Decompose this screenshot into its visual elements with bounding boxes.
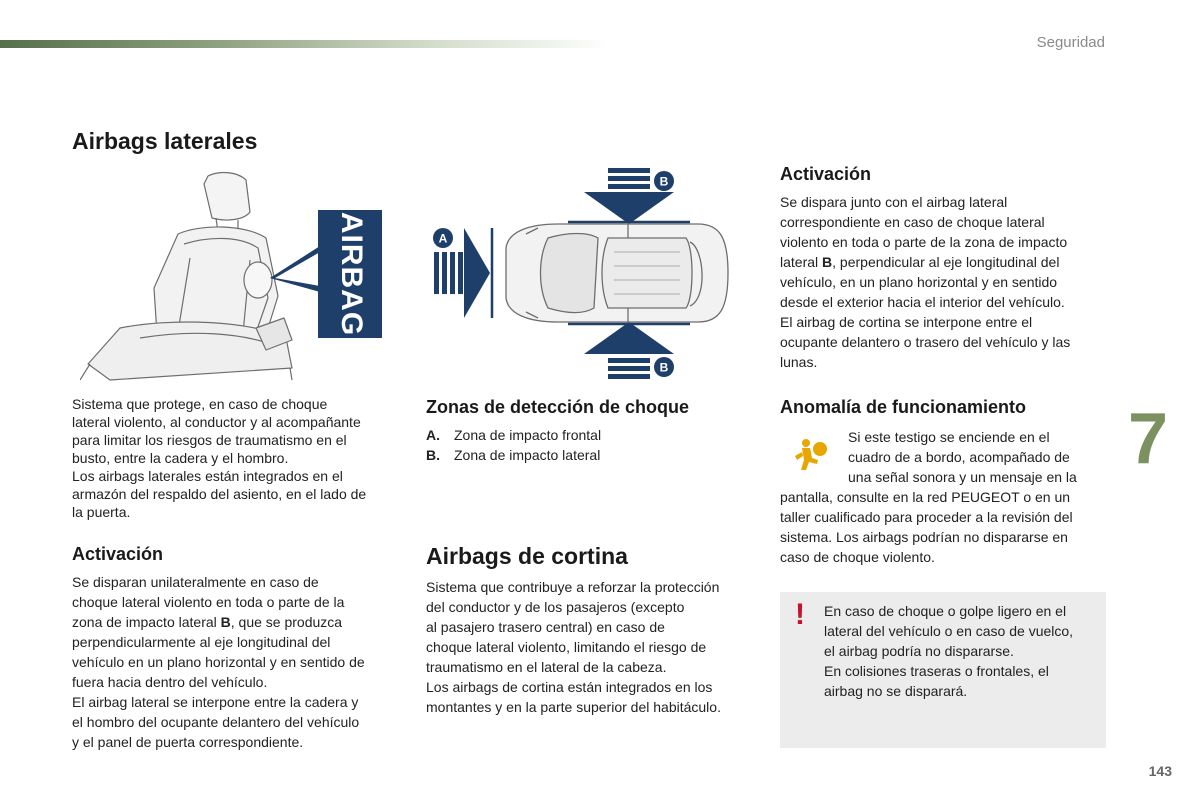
text-line: el hombro del ocupante delantero del vehículo: [72, 714, 360, 730]
text-line: pantalla, consulte en la red PEUGEOT o en un: [780, 489, 1071, 505]
airbag-label: AIRBAG: [335, 211, 369, 337]
left-activation-title: Activación: [72, 544, 164, 564]
curtain-airbags-text: [426, 577, 761, 717]
text-line: En colisiones traseras o frontales, el: [824, 663, 1049, 679]
text-line: vehículo en un plano horizontal y en sentido de: [72, 654, 365, 670]
right-activation-text: [780, 192, 1115, 372]
warning-text: [824, 601, 1104, 701]
section-title: Seguridad: [1036, 34, 1105, 51]
text-line: traumatismo en el lateral de la cabeza.: [426, 659, 667, 675]
text-line: fuera hacia dentro del vehículo.: [72, 674, 268, 690]
text-line: lateral violento, al conductor y al acompañante: [72, 414, 361, 430]
text-line: la puerta.: [72, 504, 131, 520]
malfunction-text: [780, 487, 1115, 567]
text-line: Sistema que contribuye a reforzar la protección: [426, 579, 720, 595]
text-line: taller cualificado para proceder a la revisión del: [780, 509, 1073, 525]
label-b-top: B: [659, 174, 669, 189]
list-item: [426, 425, 601, 445]
text-line: lunas.: [780, 354, 818, 370]
text-line: ocupante delantero o trasero del vehículo y las: [780, 334, 1071, 350]
text-line: correspondiente en caso de choque lateral: [780, 214, 1045, 230]
text-line: choque lateral violento en toda o parte de la: [72, 594, 345, 610]
right-activation-title: Activación: [780, 164, 872, 184]
airbag-warning-lamp-icon: [792, 438, 828, 472]
text-line: del conductor y de los pasajeros (excepto: [426, 599, 685, 615]
label-a: A: [438, 231, 448, 246]
text-line: al pasajero trasero central) en caso de: [426, 619, 665, 635]
list-text: Zona de impacto lateral: [454, 447, 601, 463]
text-line: violento en toda o parte de la zona de impacto: [780, 234, 1068, 250]
page-number: 143: [1148, 763, 1172, 779]
label-b-bottom: B: [659, 360, 669, 375]
text-line: Se dispara junto con el airbag lateral: [780, 194, 1008, 210]
detection-zones-title: Zonas de detección de choque: [426, 397, 690, 417]
text-line: vehículo, en un plano horizontal y en sentido: [780, 274, 1058, 290]
text-line: El airbag de cortina se interpone entre el: [780, 314, 1033, 330]
side-airbags-title: Airbags laterales: [72, 128, 258, 154]
text-line: cuadro de a bordo, acompañado de: [848, 449, 1070, 465]
list-key: A.: [426, 427, 440, 443]
text-line: lateral B, perpendicular al eje longitudinal del: [780, 254, 1060, 270]
text-line: para limitar los riesgos de traumatismo en el: [72, 432, 347, 448]
exclamation-icon: !: [795, 598, 805, 631]
text-line: sistema. Los airbags podrían no dispararse en: [780, 529, 1068, 545]
side-airbags-description: [72, 395, 402, 521]
text-line: lateral del vehículo o en caso de vuelco,: [824, 623, 1074, 639]
text-line: armazón del respaldo del asiento, en el lado de: [72, 486, 367, 502]
list-item: [426, 445, 601, 465]
text-line: En caso de choque o golpe ligero en el: [824, 603, 1067, 619]
text-line: y el panel de puerta correspondiente.: [72, 734, 304, 750]
text-line: zona de impacto lateral B, que se produzca: [72, 614, 343, 630]
text-line: el airbag podría no dispararse.: [824, 643, 1014, 659]
detection-zones-list: [426, 425, 601, 465]
text-line: caso de choque violento.: [780, 549, 935, 565]
header-decor-bar: [0, 40, 610, 48]
malfunction-title: Anomalía de funcionamiento: [780, 397, 1027, 417]
text-line: Se disparan unilateralmente en caso de: [72, 574, 319, 590]
text-line: Los airbags de cortina están integrados en los: [426, 679, 713, 695]
seat-airbag-illustration: [80, 168, 385, 383]
text-line: Los airbags laterales están integrados en el: [72, 468, 343, 484]
text-line: una señal sonora y un mensaje en la: [848, 469, 1077, 485]
chapter-number: 7: [1128, 399, 1169, 479]
list-text: Zona de impacto frontal: [454, 427, 602, 443]
text-line: busto, entre la cadera y el hombro.: [72, 450, 289, 466]
text-line: choque lateral violento, limitando el riesgo de: [426, 639, 707, 655]
text-line: Sistema que protege, en caso de choque: [72, 396, 328, 412]
left-activation-text: [72, 572, 407, 752]
text-line: desde el exterior hacia el interior del vehículo.: [780, 294, 1065, 310]
text-line: perpendicularmente al eje longitudinal del: [72, 634, 331, 650]
text-line: Si este testigo se enciende en el: [848, 429, 1050, 445]
curtain-airbags-title: Airbags de cortina: [426, 543, 628, 569]
text-line: El airbag lateral se interpone entre la cadera y: [72, 694, 359, 710]
malfunction-indented-text: [848, 427, 1113, 487]
car-impact-zones-diagram: [428, 168, 748, 383]
list-key: B.: [426, 447, 440, 463]
text-line: montantes y en la parte superior del habitáculo.: [426, 699, 721, 715]
text-line: airbag no se disparará.: [824, 683, 968, 699]
